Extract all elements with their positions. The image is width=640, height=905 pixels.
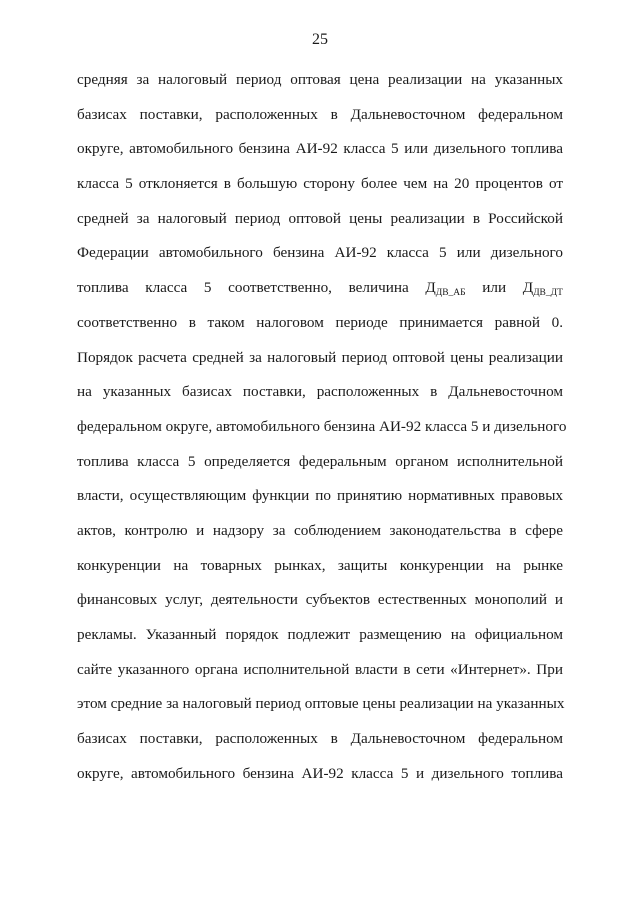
text-line: на указанных базисах поставки, расположенных в Дальневосточном	[77, 383, 563, 401]
page-number: 25	[312, 31, 328, 48]
word: топлива	[77, 279, 129, 297]
text-line: Федерации автомобильного бензина АИ-92 класса 5 или дизельного	[77, 244, 563, 262]
text-line: конкуренции на товарных рынках, защиты конкуренции на рынке	[77, 556, 563, 574]
text-line: округе, автомобильного бензина АИ-92 класса 5 или дизельного топлива	[77, 140, 563, 158]
text-line: этом средние за налоговый период оптовые цены реализации на указанных	[77, 695, 565, 713]
document-body	[77, 70, 567, 798]
text-line: сайте указанного органа исполнительной власти в сети «Интернет». При	[77, 660, 563, 678]
text-line: соответственно в таком налоговом периоде принимается равной 0.	[77, 313, 563, 331]
variable-subscript: ДВ_ДТ	[533, 288, 563, 299]
text-line: финансовых услуг, деятельности субъектов естественных монополий и	[77, 591, 563, 609]
text-line-with-formula	[77, 278, 563, 313]
text-line: топлива класса 5 определяется федеральным органом исполнительной	[77, 452, 563, 470]
word: или	[482, 279, 507, 297]
text-line: округе, автомобильного бензина АИ-92 класса 5 и дизельного топлива	[77, 764, 563, 782]
text-line: актов, контролю и надзору за соблюдением законодательства в сфере	[77, 521, 563, 539]
text-line: средняя за налоговый период оптовая цена реализации на указанных	[77, 71, 563, 88]
variable-subscript: ДВ_АБ	[435, 288, 466, 299]
word: величина	[348, 279, 409, 297]
text-line: базисах поставки, расположенных в Дальневосточном федеральном	[77, 105, 563, 123]
text-line: средней за налоговый период оптовой цены реализации в Российской	[77, 209, 563, 227]
text-line: рекламы. Указанный порядок подлежит размещению на официальном	[77, 626, 563, 643]
word: соответственно,	[228, 279, 332, 297]
formula-variable-dt	[523, 278, 563, 298]
variable-symbol: Д	[425, 279, 436, 297]
text-line: федеральном округе, автомобильного бензина АИ-92 класса 5 и дизельного	[77, 417, 567, 435]
word: класса	[145, 279, 188, 297]
text-line: базисах поставки, расположенных в Дальневосточном федеральном	[77, 730, 563, 748]
formula-variable-ab	[425, 278, 465, 298]
word: 5	[203, 279, 212, 297]
text-line: класса 5 отклоняется в большую сторону более чем на 20 процентов от	[77, 175, 563, 193]
text-line: власти, осуществляющим функции по принятию нормативных правовых	[77, 487, 563, 505]
text-line: Порядок расчета средней за налоговый период оптовой цены реализации	[77, 348, 563, 366]
variable-symbol: Д	[522, 279, 534, 297]
